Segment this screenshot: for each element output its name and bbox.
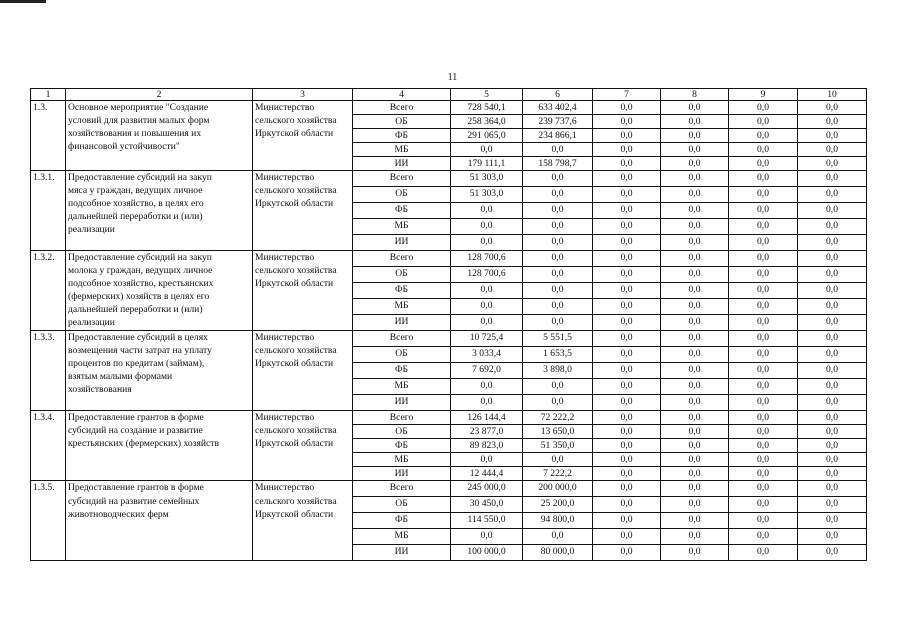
section-title-line: подсобное хозяйство, в целях его (68, 198, 204, 210)
amount-cell-c5: 12 444,4 (451, 467, 523, 481)
funding-source-cell: ОБ (353, 347, 451, 363)
executor-line: сельского хозяйства (255, 495, 337, 507)
section-title-line: субсидий на развитие семейных (68, 495, 200, 507)
executor-line: Министерство (255, 482, 315, 494)
column-number-cell: 7 (593, 89, 661, 101)
amount-cell-c5: 10 725,4 (451, 331, 523, 347)
amount-cell-c5: 728 540,1 (451, 101, 523, 115)
amount-cell-c5: 128 700,6 (451, 251, 523, 267)
amount-cell-c9: 0,0 (729, 157, 798, 171)
amount-cell-c7: 0,0 (593, 439, 661, 453)
amount-cell-c5: 30 450,0 (451, 497, 523, 513)
amount-cell-c8: 0,0 (661, 347, 729, 363)
amount-cell-c8: 0,0 (661, 545, 729, 561)
amount-cell-c5: 128 700,6 (451, 267, 523, 283)
executor-cell (253, 101, 353, 171)
amount-cell-c9: 0,0 (729, 467, 798, 481)
funding-source-cell: ФБ (353, 439, 451, 453)
amount-cell-c10: 0,0 (798, 115, 867, 129)
amount-cell-c10: 0,0 (798, 513, 867, 529)
amount-cell-c5: 0,0 (451, 299, 523, 315)
amount-cell-c8: 0,0 (661, 513, 729, 529)
amount-cell-c10: 0,0 (798, 235, 867, 251)
amount-cell-c9: 0,0 (729, 395, 798, 411)
section-number-cell: 1.3.4. (31, 411, 66, 481)
section-title-cell (66, 411, 253, 481)
amount-cell-c5: 0,0 (451, 219, 523, 235)
amount-cell-c10: 0,0 (798, 453, 867, 467)
amount-cell-c6: 1 653,5 (523, 347, 593, 363)
table-row (31, 171, 867, 187)
amount-cell-c9: 0,0 (729, 453, 798, 467)
section-title-line: молока у граждан, ведущих личное (68, 265, 213, 277)
funding-source-cell: ИИ (353, 545, 451, 561)
column-number-cell: 8 (661, 89, 729, 101)
section-number-cell: 1.3. (31, 101, 66, 171)
funding-source-cell: ОБ (353, 115, 451, 129)
amount-cell-c9: 0,0 (729, 203, 798, 219)
amount-cell-c5: 0,0 (451, 203, 523, 219)
amount-cell-c6: 633 402,4 (523, 101, 593, 115)
funding-source-cell: МБ (353, 529, 451, 545)
amount-cell-c10: 0,0 (798, 157, 867, 171)
funding-source-cell: МБ (353, 379, 451, 395)
amount-cell-c6: 0,0 (523, 219, 593, 235)
amount-cell-c9: 0,0 (729, 267, 798, 283)
amount-cell-c6: 13 650,0 (523, 425, 593, 439)
amount-cell-c8: 0,0 (661, 315, 729, 331)
amount-cell-c8: 0,0 (661, 187, 729, 203)
executor-line: Министерство (255, 252, 315, 264)
amount-cell-c8: 0,0 (661, 363, 729, 379)
amount-cell-c7: 0,0 (593, 315, 661, 331)
section-title-line: Предоставление субсидий на закуп (68, 252, 212, 264)
executor-cell (253, 251, 353, 331)
amount-cell-c8: 0,0 (661, 379, 729, 395)
amount-cell-c8: 0,0 (661, 425, 729, 439)
amount-cell-c10: 0,0 (798, 439, 867, 453)
funding-source-cell: ФБ (353, 203, 451, 219)
amount-cell-c10: 0,0 (798, 251, 867, 267)
amount-cell-c10: 0,0 (798, 497, 867, 513)
amount-cell-c7: 0,0 (593, 251, 661, 267)
amount-cell-c5: 89 823,0 (451, 439, 523, 453)
amount-cell-c5: 0,0 (451, 315, 523, 331)
amount-cell-c7: 0,0 (593, 331, 661, 347)
section-title-cell (66, 481, 253, 561)
amount-cell-c6: 234 866,1 (523, 129, 593, 143)
amount-cell-c8: 0,0 (661, 143, 729, 157)
funding-source-cell: Всего (353, 171, 451, 187)
amount-cell-c5: 23 877,0 (451, 425, 523, 439)
amount-cell-c10: 0,0 (798, 411, 867, 425)
column-number-cell: 10 (798, 89, 867, 101)
executor-line: Иркутской области (255, 508, 334, 520)
column-number-cell: 1 (31, 89, 66, 101)
executor-line: сельского хозяйства (255, 185, 337, 197)
amount-cell-c6: 0,0 (523, 453, 593, 467)
funding-source-cell: ИИ (353, 235, 451, 251)
funding-source-cell: ОБ (353, 425, 451, 439)
amount-cell-c6: 0,0 (523, 203, 593, 219)
budget-table (30, 88, 867, 561)
section-title-line: Предоставление грантов в форме (68, 482, 204, 494)
amount-cell-c10: 0,0 (798, 203, 867, 219)
amount-cell-c10: 0,0 (798, 171, 867, 187)
amount-cell-c9: 0,0 (729, 411, 798, 425)
amount-cell-c9: 0,0 (729, 143, 798, 157)
amount-cell-c5: 245 000,0 (451, 481, 523, 497)
amount-cell-c6: 25 200,0 (523, 497, 593, 513)
section-title-line: подсобное хозяйство, крестьянских (68, 278, 214, 290)
section-number-cell: 1.3.5. (31, 481, 66, 561)
section-title-line: взятым малыми формами (68, 371, 173, 383)
amount-cell-c5: 291 065,0 (451, 129, 523, 143)
amount-cell-c7: 0,0 (593, 203, 661, 219)
amount-cell-c6: 200 000,0 (523, 481, 593, 497)
column-number-cell: 9 (729, 89, 798, 101)
amount-cell-c5: 258 364,0 (451, 115, 523, 129)
amount-cell-c7: 0,0 (593, 379, 661, 395)
section-title-line: крестьянских (фермерских) хозяйств (68, 438, 220, 450)
executor-line: сельского хозяйства (255, 265, 337, 277)
funding-source-cell: ИИ (353, 395, 451, 411)
amount-cell-c9: 0,0 (729, 251, 798, 267)
amount-cell-c9: 0,0 (729, 115, 798, 129)
amount-cell-c8: 0,0 (661, 481, 729, 497)
amount-cell-c6: 0,0 (523, 171, 593, 187)
table-row (31, 331, 867, 347)
section-title-line: мяса у граждан, ведущих личное (68, 185, 203, 197)
executor-line: Иркутской области (255, 358, 334, 370)
amount-cell-c9: 0,0 (729, 513, 798, 529)
amount-cell-c6: 0,0 (523, 283, 593, 299)
amount-cell-c8: 0,0 (661, 299, 729, 315)
table-row (31, 411, 867, 425)
amount-cell-c7: 0,0 (593, 411, 661, 425)
amount-cell-c7: 0,0 (593, 425, 661, 439)
amount-cell-c10: 0,0 (798, 347, 867, 363)
funding-source-cell: МБ (353, 453, 451, 467)
amount-cell-c7: 0,0 (593, 513, 661, 529)
amount-cell-c9: 0,0 (729, 529, 798, 545)
amount-cell-c5: 0,0 (451, 379, 523, 395)
funding-source-cell: ФБ (353, 283, 451, 299)
amount-cell-c6: 51 350,0 (523, 439, 593, 453)
amount-cell-c10: 0,0 (798, 545, 867, 561)
amount-cell-c7: 0,0 (593, 267, 661, 283)
executor-line: Иркутской области (255, 278, 334, 290)
amount-cell-c7: 0,0 (593, 467, 661, 481)
amount-cell-c10: 0,0 (798, 315, 867, 331)
amount-cell-c6: 0,0 (523, 299, 593, 315)
funding-source-cell: Всего (353, 251, 451, 267)
column-number-row (31, 89, 867, 101)
section-title-line: (фермерских) хозяйств в целях его (68, 291, 210, 303)
section-title-line: хозяйствования и повышения их (68, 128, 202, 140)
amount-cell-c5: 126 144,4 (451, 411, 523, 425)
amount-cell-c6: 239 737,6 (523, 115, 593, 129)
scan-corner-mark (0, 0, 46, 3)
amount-cell-c5: 100 000,0 (451, 545, 523, 561)
amount-cell-c5: 114 550,0 (451, 513, 523, 529)
executor-line: Иркутской области (255, 128, 334, 140)
funding-source-cell: ИИ (353, 467, 451, 481)
table-row (31, 481, 867, 497)
amount-cell-c7: 0,0 (593, 395, 661, 411)
amount-cell-c9: 0,0 (729, 347, 798, 363)
amount-cell-c7: 0,0 (593, 219, 661, 235)
amount-cell-c9: 0,0 (729, 439, 798, 453)
amount-cell-c9: 0,0 (729, 235, 798, 251)
amount-cell-c10: 0,0 (798, 129, 867, 143)
amount-cell-c6: 0,0 (523, 251, 593, 267)
amount-cell-c9: 0,0 (729, 481, 798, 497)
executor-line: Министерство (255, 172, 315, 184)
amount-cell-c8: 0,0 (661, 203, 729, 219)
amount-cell-c5: 7 692,0 (451, 363, 523, 379)
amount-cell-c7: 0,0 (593, 235, 661, 251)
funding-source-cell: МБ (353, 219, 451, 235)
amount-cell-c7: 0,0 (593, 347, 661, 363)
executor-line: Министерство (255, 412, 315, 424)
amount-cell-c6: 0,0 (523, 267, 593, 283)
amount-cell-c8: 0,0 (661, 497, 729, 513)
amount-cell-c6: 94 800,0 (523, 513, 593, 529)
amount-cell-c6: 0,0 (523, 143, 593, 157)
amount-cell-c8: 0,0 (661, 467, 729, 481)
amount-cell-c10: 0,0 (798, 529, 867, 545)
amount-cell-c9: 0,0 (729, 497, 798, 513)
amount-cell-c9: 0,0 (729, 425, 798, 439)
amount-cell-c8: 0,0 (661, 129, 729, 143)
funding-source-cell: ФБ (353, 513, 451, 529)
amount-cell-c8: 0,0 (661, 439, 729, 453)
amount-cell-c9: 0,0 (729, 171, 798, 187)
amount-cell-c5: 51 303,0 (451, 187, 523, 203)
funding-source-cell: ОБ (353, 187, 451, 203)
amount-cell-c8: 0,0 (661, 331, 729, 347)
executor-cell (253, 331, 353, 411)
amount-cell-c8: 0,0 (661, 219, 729, 235)
amount-cell-c8: 0,0 (661, 395, 729, 411)
amount-cell-c7: 0,0 (593, 115, 661, 129)
amount-cell-c10: 0,0 (798, 267, 867, 283)
amount-cell-c10: 0,0 (798, 283, 867, 299)
funding-source-cell: МБ (353, 143, 451, 157)
amount-cell-c10: 0,0 (798, 481, 867, 497)
amount-cell-c6: 5 551,5 (523, 331, 593, 347)
section-title-line: хозяйствования (68, 384, 132, 396)
amount-cell-c9: 0,0 (729, 129, 798, 143)
executor-line: сельского хозяйства (255, 425, 337, 437)
amount-cell-c7: 0,0 (593, 299, 661, 315)
amount-cell-c5: 179 111,1 (451, 157, 523, 171)
executor-line: Иркутской области (255, 438, 334, 450)
amount-cell-c5: 51 303,0 (451, 171, 523, 187)
executor-line: сельского хозяйства (255, 345, 337, 357)
amount-cell-c5: 0,0 (451, 395, 523, 411)
amount-cell-c7: 0,0 (593, 101, 661, 115)
amount-cell-c10: 0,0 (798, 379, 867, 395)
amount-cell-c9: 0,0 (729, 331, 798, 347)
column-number-cell: 5 (451, 89, 523, 101)
amount-cell-c10: 0,0 (798, 143, 867, 157)
page-number: 11 (447, 72, 458, 83)
table-row (31, 251, 867, 267)
executor-line: Министерство (255, 332, 315, 344)
funding-source-cell: МБ (353, 299, 451, 315)
amount-cell-c9: 0,0 (729, 545, 798, 561)
funding-source-cell: ОБ (353, 267, 451, 283)
section-title-line: Предоставление грантов в форме (68, 412, 204, 424)
amount-cell-c8: 0,0 (661, 529, 729, 545)
amount-cell-c8: 0,0 (661, 157, 729, 171)
table-row (31, 101, 867, 115)
amount-cell-c10: 0,0 (798, 331, 867, 347)
amount-cell-c7: 0,0 (593, 129, 661, 143)
executor-line: сельского хозяйства (255, 115, 337, 127)
amount-cell-c8: 0,0 (661, 171, 729, 187)
section-title-line: условий для развития малых форм (68, 115, 210, 127)
amount-cell-c9: 0,0 (729, 363, 798, 379)
section-title-line: животноводческих ферм (68, 508, 169, 520)
amount-cell-c6: 0,0 (523, 187, 593, 203)
amount-cell-c10: 0,0 (798, 187, 867, 203)
amount-cell-c6: 80 000,0 (523, 545, 593, 561)
amount-cell-c7: 0,0 (593, 481, 661, 497)
executor-cell (253, 481, 353, 561)
amount-cell-c5: 0,0 (451, 143, 523, 157)
section-title-cell (66, 251, 253, 331)
table-body (31, 89, 867, 561)
funding-source-cell: ИИ (353, 315, 451, 331)
section-number-cell: 1.3.3. (31, 331, 66, 411)
section-title-line: субсидий на создание и развитие (68, 425, 203, 437)
amount-cell-c6: 158 798,7 (523, 157, 593, 171)
amount-cell-c7: 0,0 (593, 283, 661, 299)
amount-cell-c8: 0,0 (661, 115, 729, 129)
funding-source-cell: Всего (353, 411, 451, 425)
executor-line: Иркутской области (255, 198, 334, 210)
amount-cell-c6: 0,0 (523, 529, 593, 545)
amount-cell-c6: 0,0 (523, 379, 593, 395)
amount-cell-c9: 0,0 (729, 315, 798, 331)
amount-cell-c8: 0,0 (661, 283, 729, 299)
funding-source-cell: ФБ (353, 129, 451, 143)
section-title-line: реализации (68, 317, 115, 329)
amount-cell-c6: 7 222,2 (523, 467, 593, 481)
section-title-line: процентов по кредитам (займам), (68, 358, 205, 370)
amount-cell-c5: 0,0 (451, 283, 523, 299)
executor-line: Министерство (255, 102, 315, 113)
section-title-line: Основное мероприятие "Создание (68, 102, 209, 113)
section-title-cell (66, 101, 253, 171)
section-title-line: финансовой устойчивости" (68, 141, 180, 153)
funding-source-cell: Всего (353, 101, 451, 115)
amount-cell-c10: 0,0 (798, 425, 867, 439)
amount-cell-c8: 0,0 (661, 251, 729, 267)
section-title-line: дальнейшей переработки и (или) (68, 211, 203, 223)
column-number-cell: 6 (523, 89, 593, 101)
column-number-cell: 2 (66, 89, 253, 101)
amount-cell-c9: 0,0 (729, 283, 798, 299)
section-title-line: Предоставление субсидий на закуп (68, 172, 212, 184)
amount-cell-c8: 0,0 (661, 267, 729, 283)
amount-cell-c8: 0,0 (661, 411, 729, 425)
amount-cell-c5: 0,0 (451, 235, 523, 251)
executor-cell (253, 411, 353, 481)
amount-cell-c9: 0,0 (729, 299, 798, 315)
section-title-line: Предоставление субсидий в целях (68, 332, 208, 344)
amount-cell-c9: 0,0 (729, 187, 798, 203)
amount-cell-c9: 0,0 (729, 219, 798, 235)
amount-cell-c5: 3 033,4 (451, 347, 523, 363)
amount-cell-c7: 0,0 (593, 143, 661, 157)
amount-cell-c6: 0,0 (523, 395, 593, 411)
amount-cell-c10: 0,0 (798, 299, 867, 315)
amount-cell-c5: 0,0 (451, 453, 523, 467)
amount-cell-c6: 3 898,0 (523, 363, 593, 379)
section-number-cell: 1.3.2. (31, 251, 66, 331)
amount-cell-c10: 0,0 (798, 363, 867, 379)
amount-cell-c6: 72 222,2 (523, 411, 593, 425)
funding-source-cell: Всего (353, 331, 451, 347)
section-number-cell: 1.3.1. (31, 171, 66, 251)
column-number-cell: 3 (253, 89, 353, 101)
amount-cell-c7: 0,0 (593, 171, 661, 187)
section-title-line: дальнейшей переработки и (или) (68, 304, 203, 316)
amount-cell-c8: 0,0 (661, 453, 729, 467)
amount-cell-c10: 0,0 (798, 395, 867, 411)
amount-cell-c7: 0,0 (593, 497, 661, 513)
section-title-cell (66, 171, 253, 251)
amount-cell-c6: 0,0 (523, 315, 593, 331)
funding-source-cell: Всего (353, 481, 451, 497)
amount-cell-c7: 0,0 (593, 529, 661, 545)
amount-cell-c7: 0,0 (593, 157, 661, 171)
amount-cell-c7: 0,0 (593, 187, 661, 203)
amount-cell-c10: 0,0 (798, 101, 867, 115)
amount-cell-c6: 0,0 (523, 235, 593, 251)
amount-cell-c9: 0,0 (729, 101, 798, 115)
amount-cell-c8: 0,0 (661, 235, 729, 251)
amount-cell-c8: 0,0 (661, 101, 729, 115)
amount-cell-c10: 0,0 (798, 467, 867, 481)
column-number-cell: 4 (353, 89, 451, 101)
amount-cell-c9: 0,0 (729, 379, 798, 395)
amount-cell-c7: 0,0 (593, 453, 661, 467)
section-title-cell (66, 331, 253, 411)
section-title-line: реализации (68, 224, 115, 236)
amount-cell-c10: 0,0 (798, 219, 867, 235)
executor-cell (253, 171, 353, 251)
section-title-line: возмещения части затрат на уплату (68, 345, 212, 357)
amount-cell-c5: 0,0 (451, 529, 523, 545)
funding-source-cell: ОБ (353, 497, 451, 513)
amount-cell-c7: 0,0 (593, 545, 661, 561)
funding-source-cell: ИИ (353, 157, 451, 171)
amount-cell-c7: 0,0 (593, 363, 661, 379)
funding-source-cell: ФБ (353, 363, 451, 379)
